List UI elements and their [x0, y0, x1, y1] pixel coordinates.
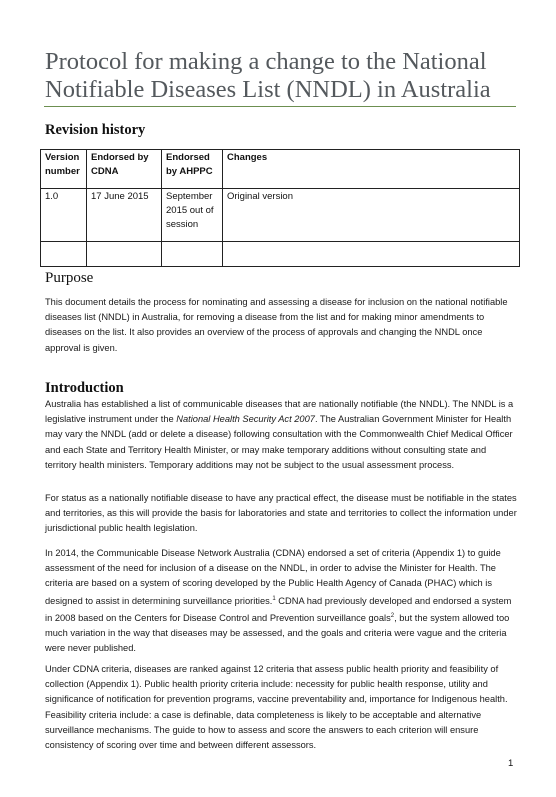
- revision-history-heading: Revision history: [45, 122, 146, 138]
- table-cell: [162, 242, 223, 267]
- header-changes: Changes: [223, 150, 520, 189]
- table-cell: [87, 242, 162, 267]
- revision-history-table: [40, 149, 520, 267]
- introduction-paragraph-1: Australia has established a list of communicable diseases that are nationally notifiable (the NNDL). The NNDL is a legislative instrument under the National Health Security Act 2007. The Australian Government Minister for Health may vary the NNDL (add or delete a disease) following consultation with the Commonwealth Chief Medical Officer and each State and Territory Health Minister, or may make temporary additions without consulting state and territory health ministers. Temporary additions may not be subject to the usual assessment process.: [45, 399, 514, 470]
- table-header-row: [41, 150, 520, 189]
- table-row: [41, 189, 520, 242]
- introduction-paragraph-4: Under CDNA criteria, diseases are ranked against 12 criteria that assess public health priority and feasibility of collection (Appendix 1). Public health priority criteria include: necessity for public health response, utility and significance of notification for prevention programs, vaccine preventability and, importance for Indigenous health. Feasibility criteria include: a case is definable, data completeness is likely to be acceptable and alternative surveillance mechanisms. The guide to how to assess and score the answers to each criterion will ensure consistency of scoring over time and between different assessors.: [45, 664, 508, 751]
- table-cell: [41, 242, 87, 267]
- header-endorsed-by-ahppc: Endorsed by AHPPC: [162, 150, 223, 189]
- header-endorsed-by-cdna: Endorsed by CDNA: [87, 150, 162, 189]
- header-version-number: Version number: [41, 150, 87, 189]
- document-title: Protocol for making a change to the National Notifiable Diseases List (NNDL) in Australia: [45, 48, 491, 103]
- page-number: 1: [508, 758, 514, 769]
- table-row: [41, 242, 520, 267]
- title-divider: [44, 106, 516, 107]
- introduction-heading: Introduction: [45, 380, 124, 396]
- table-cell: Original version: [223, 189, 520, 242]
- table-cell: 1.0: [41, 189, 87, 242]
- table-cell: September 2015 out of session: [162, 189, 223, 242]
- purpose-paragraph: This document details the process for nominating and assessing a disease for inclusion on the national notifiable diseases list (NNDL) in Australia, for removing a disease from the list and for making minor amendments to diseases on the list. It also provides an overview of the process of approvals and changing the NNDL once approval is given.: [45, 297, 508, 353]
- table-cell: 17 June 2015: [87, 189, 162, 242]
- purpose-heading: Purpose: [45, 270, 94, 286]
- footnote-ref-1: 1: [272, 595, 276, 602]
- footnote-ref-2: 2: [390, 612, 395, 619]
- introduction-paragraph-2: For status as a nationally notifiable disease to have any practical effect, the disease must be notifiable in the states and territories, as this will provide the basis for laboratories and state and territories to collect the information under jurisdictional public health legislation.: [45, 493, 517, 534]
- act-title: National Health Security Act 2007: [176, 414, 315, 425]
- table-cell: [223, 242, 520, 267]
- introduction-paragraph-3: In 2014, the Communicable Disease Network Australia (CDNA) endorsed a set of criteria (Appendix 1) to guide assessment of the need for inclusion of a disease on the NNDL, in order to advise the Minister for Health. The criteria are based on a system of scoring developed by the Public Health Agency of Canada (PHAC) which is designed to assist in determining surveillance priorities.$^1$ CDNA had previously developed and endorsed a system in 2008 based on the Centers for Disease Control and Prevention surveillance goals$^2$, but the system allowed too much variation in the way that diseases may be assessed, and the goals and criteria were vague and the criteria were never published.: [45, 548, 512, 654]
